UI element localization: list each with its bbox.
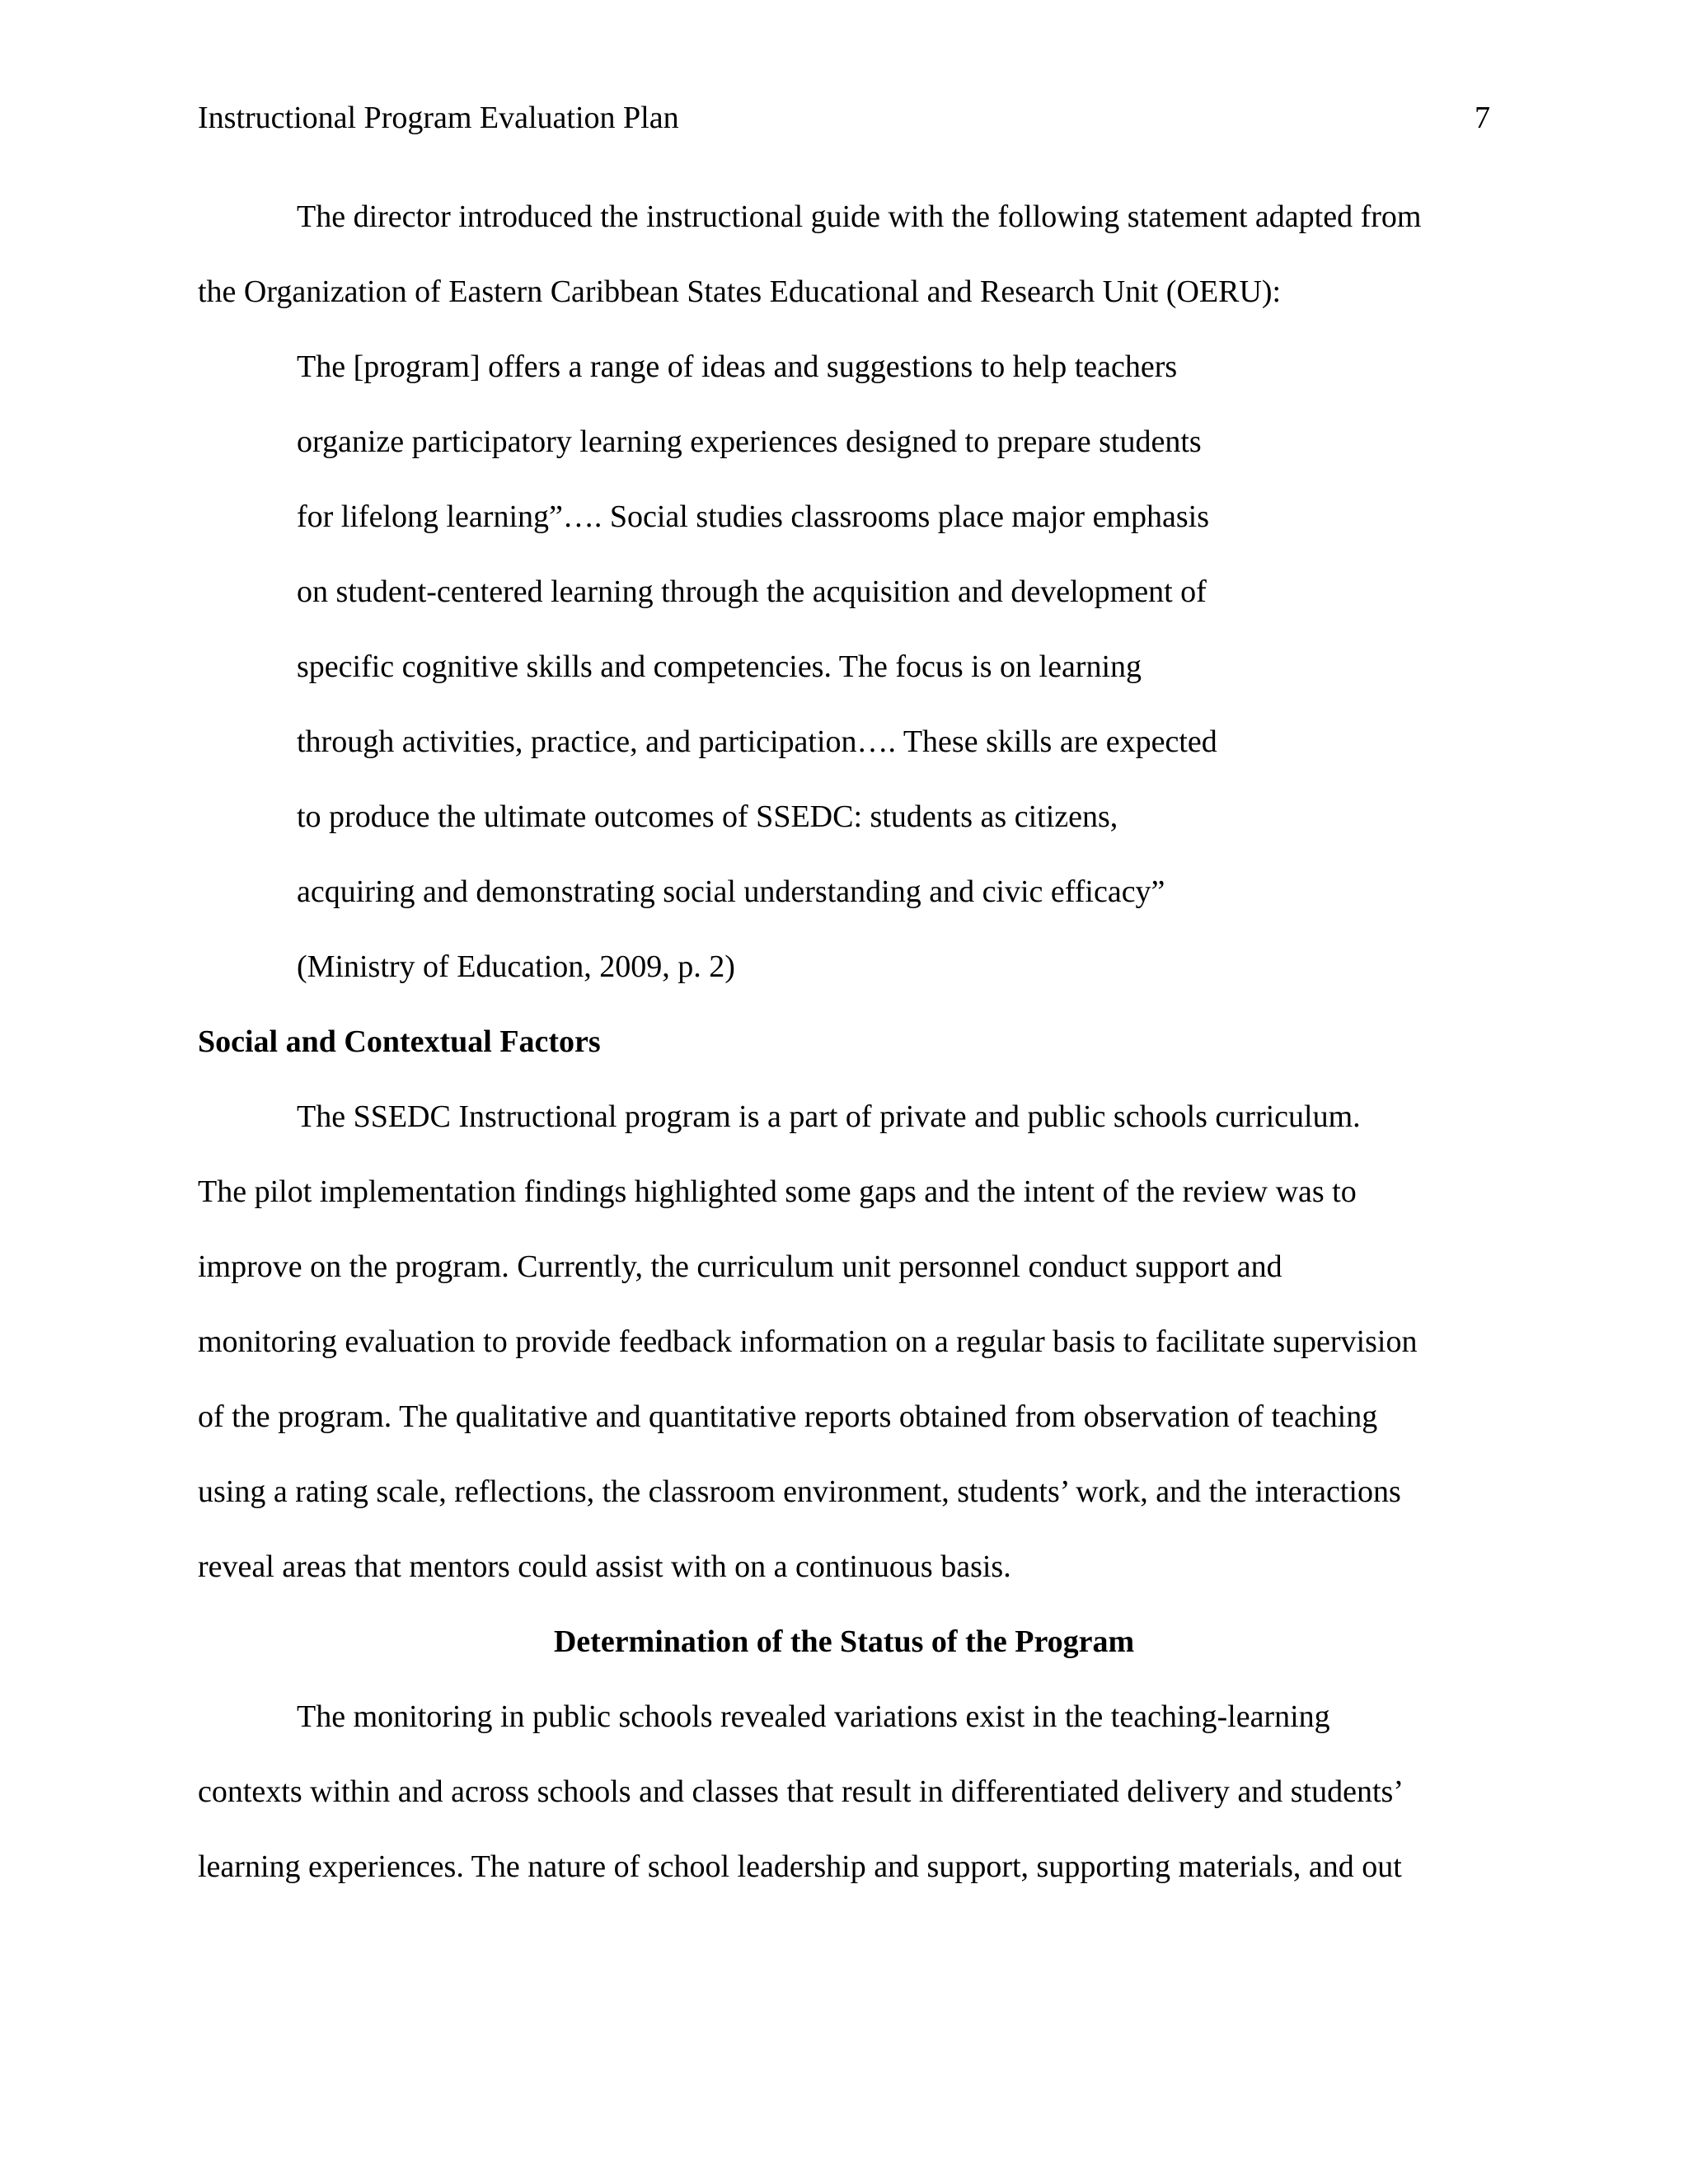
intro-line-2: the Organization of Eastern Caribbean States Educational and Research Unit (OERU): bbox=[198, 274, 1282, 309]
page-number: 7 bbox=[1475, 101, 1490, 135]
social-line-1: The SSEDC Instructional program is a part of private and public schools curriculum. bbox=[297, 1099, 1361, 1134]
social-line-5: of the program. The qualitative and quantitative reports obtained from observation of teaching bbox=[198, 1399, 1378, 1434]
social-line-3: improve on the program. Currently, the curriculum unit personnel conduct support and bbox=[198, 1249, 1282, 1284]
social-line-4: monitoring evaluation to provide feedback information on a regular basis to facilitate supervision bbox=[198, 1324, 1418, 1359]
quote-line-2: organize participatory learning experiences designed to prepare students bbox=[297, 424, 1202, 459]
section-heading-status: Determination of the Status of the Program bbox=[553, 1624, 1135, 1659]
quote-line-8: acquiring and demonstrating social understanding and civic efficacy” bbox=[297, 874, 1165, 909]
quote-line-3: for lifelong learning”…. Social studies classrooms place major emphasis bbox=[297, 499, 1209, 534]
social-line-2: The pilot implementation findings highlighted some gaps and the intent of the review was to bbox=[198, 1174, 1357, 1209]
intro-line-1: The director introduced the instructional guide with the following statement adapted from bbox=[297, 199, 1422, 234]
section-heading-social: Social and Contextual Factors bbox=[198, 1024, 601, 1059]
running-title: Instructional Program Evaluation Plan bbox=[198, 101, 679, 135]
quote-line-5: specific cognitive skills and competencies. The focus is on learning bbox=[297, 649, 1142, 684]
quote-line-4: on student-centered learning through the acquisition and development of bbox=[297, 574, 1207, 609]
social-line-6: using a rating scale, reflections, the classroom environment, students’ work, and the interactions bbox=[198, 1474, 1401, 1509]
running-header bbox=[198, 97, 1490, 138]
quote-line-1: The [program] offers a range of ideas and suggestions to help teachers bbox=[297, 349, 1178, 384]
status-line-2: contexts within and across schools and classes that result in differentiated delivery and students’ bbox=[198, 1774, 1404, 1809]
quote-line-7: to produce the ultimate outcomes of SSEDC: students as citizens, bbox=[297, 799, 1118, 834]
quote-citation: (Ministry of Education, 2009, p. 2) bbox=[297, 949, 735, 984]
status-line-1: The monitoring in public schools revealed variations exist in the teaching-learning bbox=[297, 1699, 1330, 1734]
social-line-7: reveal areas that mentors could assist with on a continuous basis. bbox=[198, 1549, 1011, 1584]
status-line-3: learning experiences. The nature of school leadership and support, supporting materials, and out bbox=[198, 1849, 1402, 1884]
quote-line-6: through activities, practice, and participation…. These skills are expected bbox=[297, 724, 1217, 759]
